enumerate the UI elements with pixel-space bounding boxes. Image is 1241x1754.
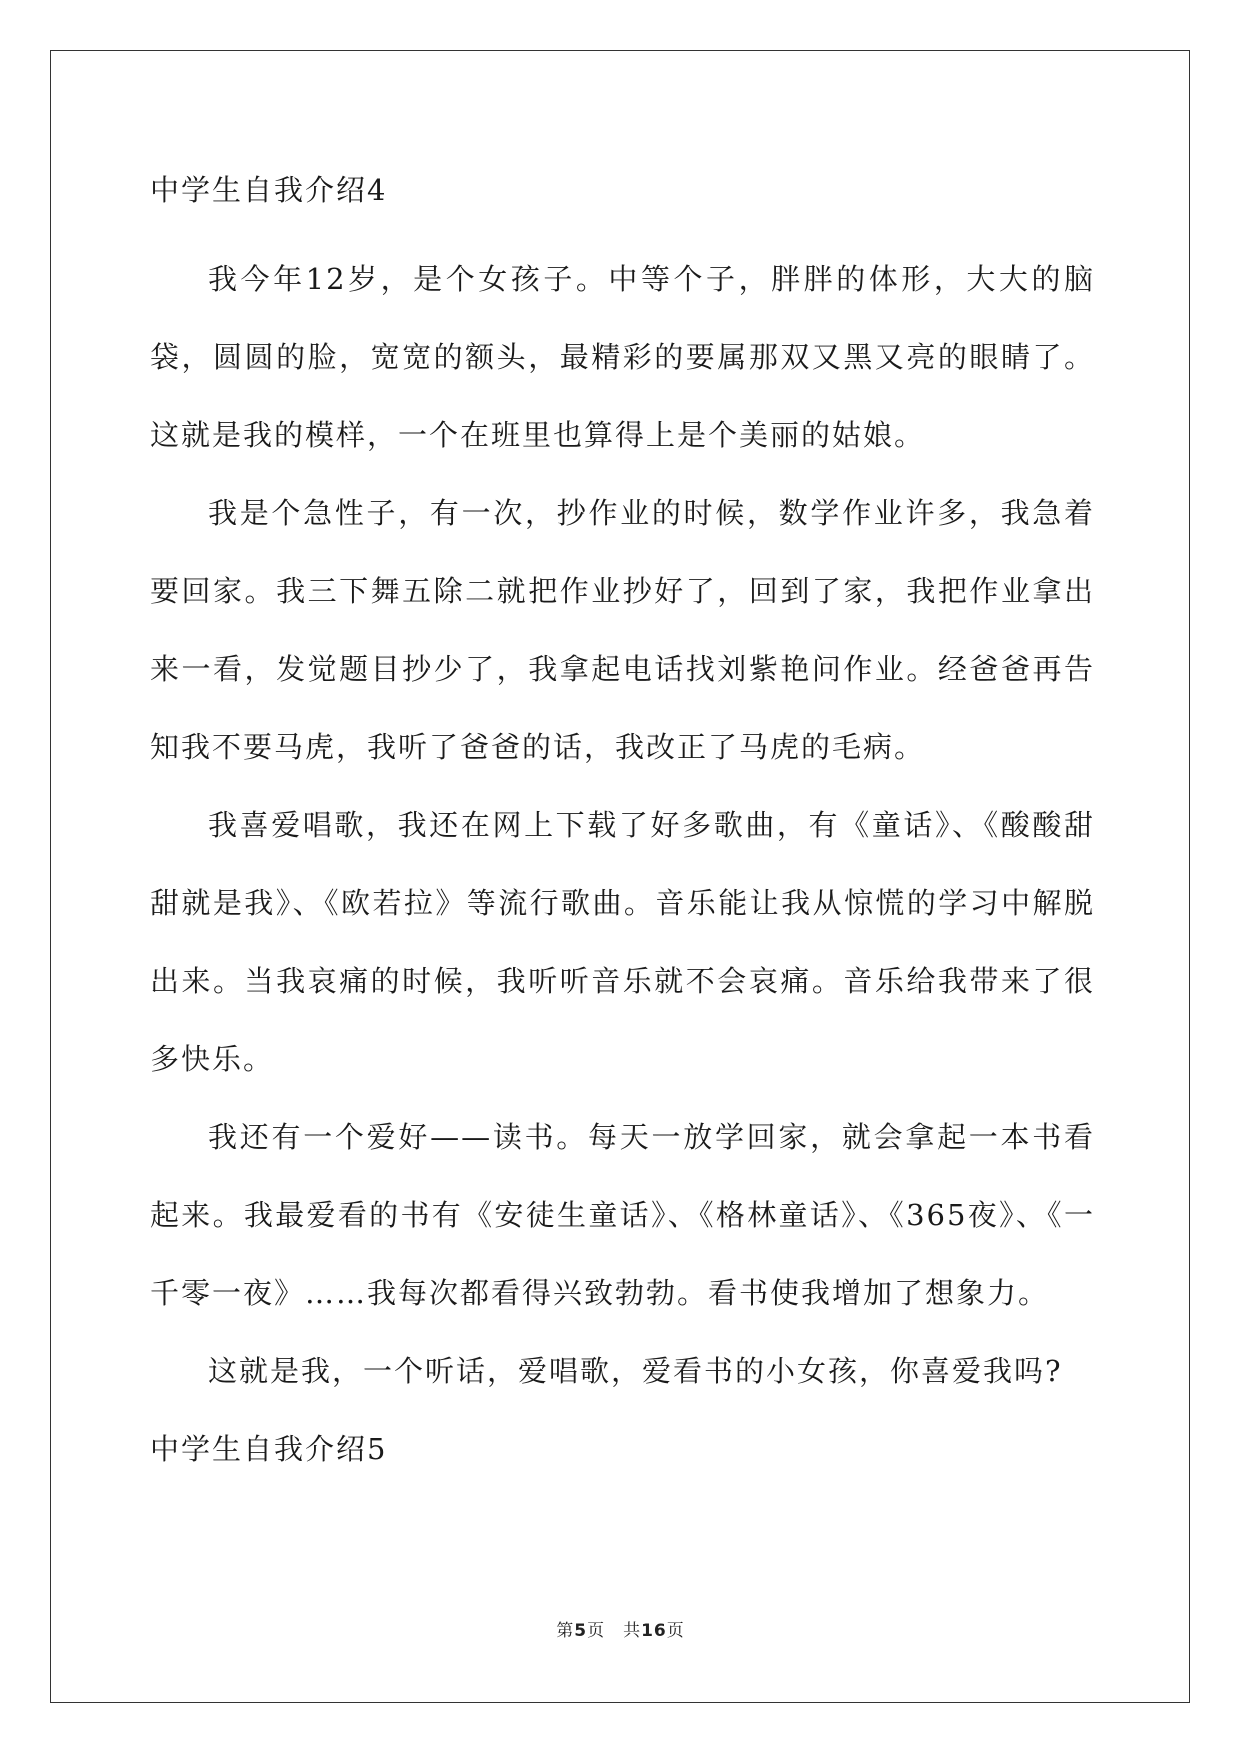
paragraph-reading: 我还有一个爱好——读书。每天一放学回家，就会拿起一本书看起来。我最爱看的书有《安徒生童话》、《格林童话》、《365夜》、《一千零一夜》……我每次都看得兴致勃勃。看书使我增加了想象力。	[150, 1120, 1095, 1310]
paragraph-singing: 我喜爱唱歌，我还在网上下载了好多歌曲，有《童话》、《酸酸甜甜就是我》、《欧若拉》等流行歌曲。音乐能让我从惊慌的学习中解脱出来。当我哀痛的时候，我听听音乐就不会哀痛。音乐给我带来了很多快乐。	[150, 808, 1095, 1076]
page-footer	[0, 1616, 1241, 1641]
total-pages: 16	[641, 1621, 667, 1641]
total-suffix: 页	[666, 1621, 685, 1641]
paragraph-personality: 我是个急性子，有一次，抄作业的时候，数学作业许多，我急着要回家。我三下舞五除二就把作业抄好了，回到了家，我把作业拿出来一看，发觉题目抄少了，我拿起电话找刘紫艳问作业。经爸爸再告知我不要马虎，我听了爸爸的话，我改正了马虎的毛病。	[150, 496, 1095, 764]
page-number: 5	[574, 1621, 588, 1641]
page-prefix: 第	[556, 1621, 575, 1641]
section-heading-4: 中学生自我介绍4	[150, 173, 388, 207]
paragraph-closing: 这就是我，一个听话，爱唱歌，爱看书的小女孩，你喜爱我吗?	[208, 1354, 1063, 1388]
section-heading-5: 中学生自我介绍5	[150, 1432, 388, 1466]
total-prefix: 共	[623, 1621, 642, 1641]
document-body	[150, 160, 1095, 1488]
page-suffix: 页	[587, 1621, 606, 1641]
paragraph-appearance: 我今年12岁，是个女孩子。中等个子，胖胖的体形，大大的脑袋，圆圆的脸，宽宽的额头，最精彩的要属那双又黑又亮的眼睛了。这就是我的模样，一个在班里也算得上是个美丽的姑娘。	[150, 262, 1095, 452]
